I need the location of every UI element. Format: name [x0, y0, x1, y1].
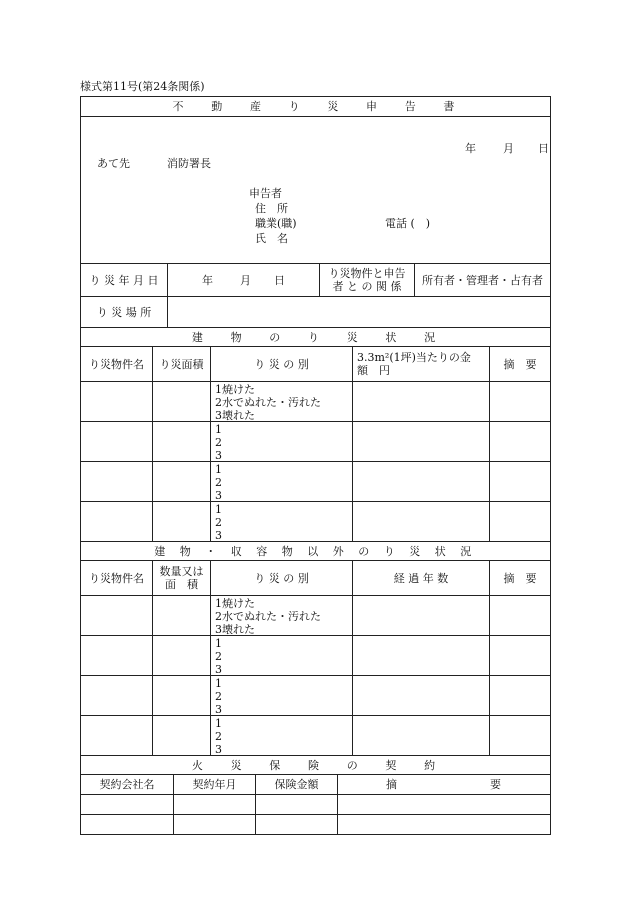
insurance-row-contract-date	[173, 795, 255, 814]
contents-row-summary	[489, 596, 550, 635]
contents-section-title: 建 物 ・ 収 容 物 以 外 の り 災 状 況	[154, 544, 477, 558]
contents-row-summary	[489, 716, 550, 755]
building-row-summary	[489, 462, 550, 501]
insurance-row-company	[81, 815, 173, 834]
category-option: 1	[215, 463, 222, 476]
building-row-summary	[489, 502, 550, 541]
building-row-price	[352, 382, 489, 421]
insurance-row	[81, 794, 550, 814]
building-row	[81, 501, 550, 541]
contents-header-quantity-line2: 面 積	[165, 578, 198, 591]
category-option: 3	[215, 663, 222, 675]
contents-row-property	[81, 716, 152, 755]
building-header-price	[352, 347, 489, 381]
applicant-occupation-label: 職業(職)	[255, 217, 297, 230]
category-option: 2水でぬれた・汚れた	[215, 610, 321, 623]
relation-value: 所有者・管理者・占有者	[414, 264, 550, 296]
incident-location-label: り 災 場 所	[96, 305, 152, 319]
incident-date-day: 日	[274, 273, 285, 287]
contents-row	[81, 635, 550, 675]
category-option: 2	[215, 730, 222, 743]
contents-row-property	[81, 636, 152, 675]
insurance-row-contract-date	[173, 815, 255, 834]
category-option: 1	[215, 423, 222, 436]
building-row-category	[210, 422, 352, 461]
incident-date-month: 月	[240, 273, 251, 287]
building-row-price	[352, 502, 489, 541]
header-block	[81, 117, 550, 263]
building-header-row	[81, 346, 550, 381]
date-year: 年	[465, 142, 476, 155]
category-option: 1	[215, 717, 222, 730]
contents-row-quantity	[152, 596, 210, 635]
damage-report-form	[80, 96, 551, 835]
category-option: 3	[215, 703, 222, 715]
date-day: 日	[538, 142, 549, 155]
building-header-price-line2: 額 円	[357, 364, 390, 377]
building-row	[81, 421, 550, 461]
building-row-price	[352, 422, 489, 461]
contents-row-property	[81, 676, 152, 715]
contents-header-quantity	[152, 561, 210, 595]
category-option: 1	[215, 503, 222, 516]
insurance-header-summary	[337, 775, 550, 794]
category-option: 1焼けた	[215, 597, 255, 610]
building-section-title-row	[81, 327, 550, 346]
applicant-name-label: 氏 名	[255, 232, 288, 245]
contents-row	[81, 595, 550, 635]
building-header-property: り災物件名	[89, 357, 144, 371]
addressee-label: あて先	[97, 157, 130, 170]
incident-date-year: 年	[202, 273, 213, 287]
insurance-header-company: 契約会社名	[99, 778, 155, 791]
building-row-price	[352, 462, 489, 501]
contents-header-category: り 災 の 別	[210, 561, 352, 595]
insurance-row-amount	[255, 815, 337, 834]
contents-row-quantity	[152, 716, 210, 755]
contents-row-property	[81, 596, 152, 635]
contents-header-property: り災物件名	[89, 571, 144, 585]
applicant-phone-label: 電話 ( )	[385, 217, 431, 230]
header-block-row	[81, 116, 550, 263]
category-option: 3	[215, 449, 222, 461]
contents-row-category	[210, 636, 352, 675]
category-option: 3	[215, 529, 222, 541]
insurance-header-row	[81, 774, 550, 794]
contents-row-years	[352, 676, 489, 715]
contents-row	[81, 715, 550, 755]
date-month: 月	[503, 142, 514, 155]
form-title: 不 動 産 り 災 申 告 書	[172, 100, 467, 113]
building-row-area	[152, 502, 210, 541]
insurance-row	[81, 814, 550, 834]
building-row-area	[152, 422, 210, 461]
building-row-property	[81, 462, 152, 501]
contents-row-years	[352, 716, 489, 755]
relation-label	[319, 264, 414, 296]
category-option: 2	[215, 436, 222, 449]
contents-row-years	[352, 636, 489, 675]
contents-row-category	[210, 676, 352, 715]
building-row	[81, 461, 550, 501]
building-row-property	[81, 422, 152, 461]
contents-row-summary	[489, 676, 550, 715]
insurance-section-title-row	[81, 755, 550, 774]
category-option: 2水でぬれた・汚れた	[215, 396, 321, 409]
building-header-area: り災面積	[152, 347, 210, 381]
building-row	[81, 381, 550, 421]
category-option: 3壊れた	[215, 623, 255, 635]
insurance-section-title: 火 災 保 険 の 契 約	[191, 758, 448, 772]
incident-date-label: り 災 年 月 日	[89, 273, 159, 287]
category-option: 2	[215, 476, 222, 489]
category-option: 3壊れた	[215, 409, 255, 421]
contents-row	[81, 675, 550, 715]
building-row-category	[210, 462, 352, 501]
contents-header-years: 経 過 年 数	[352, 561, 489, 595]
contents-row-summary	[489, 636, 550, 675]
insurance-header-amount: 保険金額	[255, 775, 337, 794]
relation-label-line2: 者 と の 関 係	[332, 280, 402, 293]
building-section-title: 建 物 の り 災 状 況	[191, 330, 448, 344]
contents-row-category	[210, 716, 352, 755]
building-row-property	[81, 502, 152, 541]
insurance-header-contract-date: 契約年月	[173, 775, 255, 794]
building-header-price-line1: 3.3m²(1坪)当たりの金	[357, 351, 471, 364]
building-row-area	[152, 382, 210, 421]
contents-row-years	[352, 596, 489, 635]
incident-date-value	[167, 264, 319, 296]
addressee-name: 消防署長	[167, 157, 211, 170]
insurance-row-amount	[255, 795, 337, 814]
incident-location-row	[81, 296, 550, 327]
category-option: 2	[215, 650, 222, 663]
contents-row-category	[210, 596, 352, 635]
category-option: 1焼けた	[215, 383, 255, 396]
relation-label-line1: り災物件と申告	[328, 267, 406, 280]
insurance-row-company	[81, 795, 173, 814]
building-header-summary: 摘 要	[489, 347, 550, 381]
applicant-heading: 申告者	[249, 187, 282, 200]
building-row-summary	[489, 422, 550, 461]
insurance-row-summary	[337, 795, 550, 814]
building-row-category	[210, 502, 352, 541]
building-row-property	[81, 382, 152, 421]
form-number: 様式第11号(第24条関係)	[80, 80, 205, 93]
contents-header-summary: 摘 要	[489, 561, 550, 595]
building-row-summary	[489, 382, 550, 421]
category-option: 3	[215, 489, 222, 501]
incident-info-row	[81, 263, 550, 296]
contents-header-quantity-line1: 数量又は	[159, 565, 204, 578]
category-option: 2	[215, 690, 222, 703]
contents-row-quantity	[152, 636, 210, 675]
building-row-category	[210, 382, 352, 421]
category-option: 1	[215, 677, 222, 690]
category-option: 1	[215, 637, 222, 650]
building-row-area	[152, 462, 210, 501]
incident-location-value	[167, 297, 550, 327]
contents-header-row	[81, 560, 550, 595]
category-option: 3	[215, 743, 222, 755]
contents-row-quantity	[152, 676, 210, 715]
insurance-header-summary-char1: 摘	[386, 778, 397, 791]
category-option: 2	[215, 516, 222, 529]
insurance-header-summary-char2: 要	[490, 778, 501, 791]
form-title-row	[81, 97, 550, 116]
contents-section-title-row	[81, 541, 550, 560]
applicant-address-label: 住 所	[255, 202, 288, 215]
insurance-row-summary	[337, 815, 550, 834]
building-header-category: り 災 の 別	[210, 347, 352, 381]
